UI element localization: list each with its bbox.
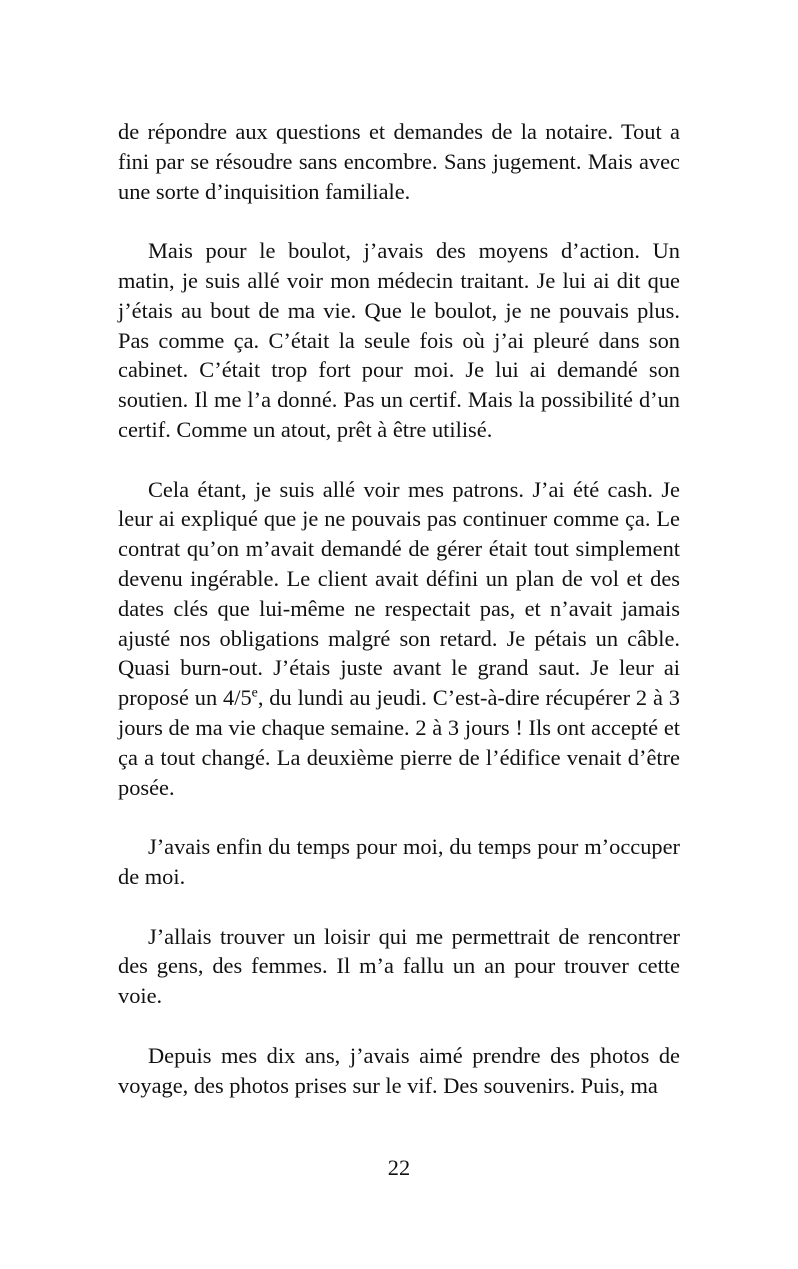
page-body	[118, 117, 680, 1100]
page-number: 22	[387, 1155, 411, 1180]
paragraph-5: J’allais trouver un loisir qui me permettrait de rencontrer des gens, des femmes. Il m’a fallu un an pour trouver cette voie.	[118, 923, 680, 1009]
paragraph-4: J’avais enfin du temps pour moi, du temps pour m’occuper de moi.	[118, 834, 680, 889]
paragraph-2: Mais pour le boulot, j’avais des moyens d’action. Un matin, je suis allé voir mon médecin traitant. Je lui ai dit que j’étais au bout de ma vie. Que le boulot, je ne pouvais plus. Pas comme ça. C’était la seule fois où j’ai pleuré dans son cabinet. C’était trop fort pour moi. Je lui ai demandé son soutien. Il me l’a donné. Pas un certif. Mais la possibilité d’un certif. Comme un atout, prêt à être utilisé.	[118, 238, 680, 442]
superscript-e: e	[251, 685, 258, 701]
paragraph-3-text-before: Cela étant, je suis allé voir mes patrons. J’ai été cash. Je leur ai expliqué que je ne pouvais pas continuer comme ça. Le contrat qu’on m’avait demandé de gérer était tout simplement devenu ingérable. Le client avait défini un plan de vol et des dates clés que lui-même ne respectait pas, et n’avait jamais ajusté nos obligations malgré son retard. Je pétais un câble. Quasi burn-out. J’étais juste avant le grand saut. Je leur ai proposé un 4/5	[118, 476, 680, 711]
paragraph-3	[118, 475, 680, 803]
paragraph-1: de répondre aux questions et demandes de la notaire. Tout a fini par se résoudre sans encombre. Sans jugement. Mais avec une sorte d’inquisition familiale.	[118, 119, 680, 204]
paragraph-6: Depuis mes dix ans, j’avais aimé prendre des photos de voyage, des photos prises sur le vif. Des souvenirs. Puis, ma	[118, 1042, 680, 1098]
paragraph-3-text-after: , du lundi au jeudi. C’est-à-dire récupérer 2 à 3 jours de ma vie chaque semaine. 2 à 3 jours ! Ils ont accepté et ça a tout changé. La deuxième pierre de l’édifice venait d’être posée.	[118, 685, 680, 800]
